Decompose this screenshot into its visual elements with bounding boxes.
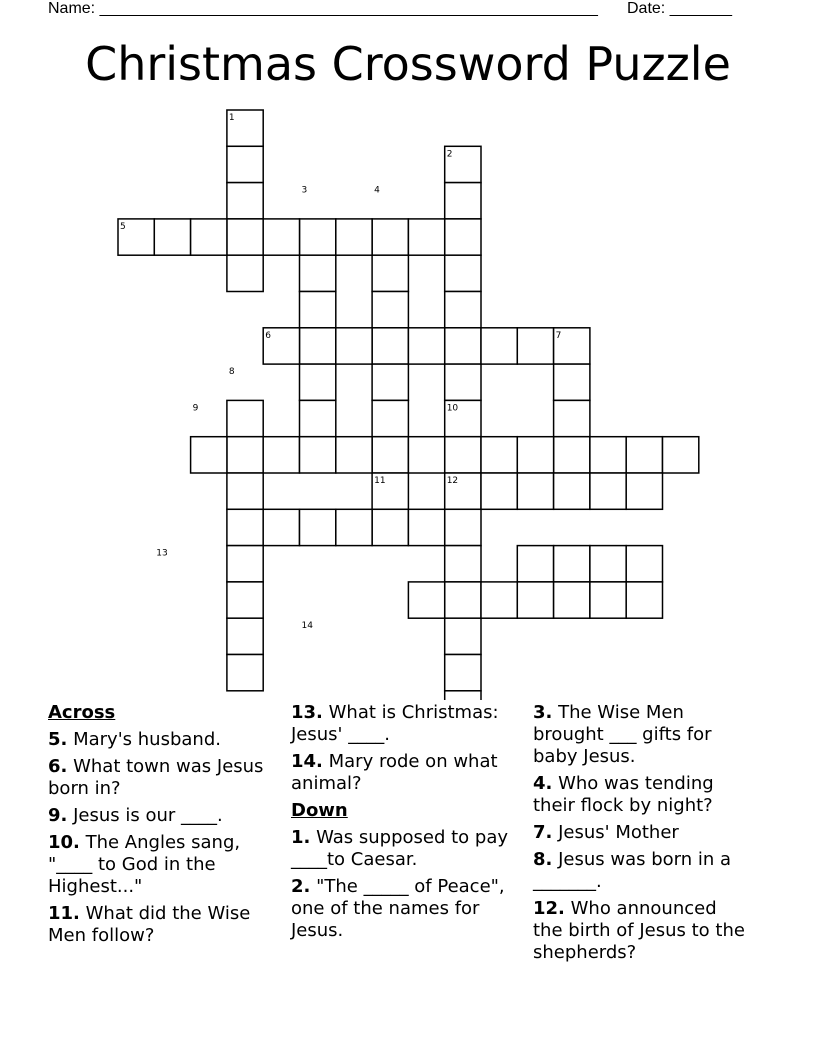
- grid-cell[interactable]: [372, 219, 408, 255]
- grid-cell[interactable]: [300, 364, 336, 400]
- down-heading: Down: [291, 800, 348, 821]
- clue-number: 6.: [48, 756, 68, 777]
- down-clue-1: [291, 827, 526, 871]
- grid-cell[interactable]: [227, 546, 263, 582]
- clue-number-13: 13: [156, 548, 168, 559]
- clue-text: Mary rode on what animal?: [291, 751, 498, 794]
- grid-cell[interactable]: [445, 437, 481, 473]
- grid-cell[interactable]: [227, 255, 263, 291]
- clue-number-9: 9: [192, 403, 199, 414]
- grid-cell[interactable]: [408, 582, 444, 618]
- clue-number-10: 10: [446, 403, 459, 414]
- clue-text: What did the Wise Men follow?: [48, 903, 251, 946]
- grid-cell[interactable]: [263, 219, 299, 255]
- clue-number-3: 3: [301, 185, 308, 196]
- clue-number-14: 14: [301, 621, 313, 632]
- grid-cell[interactable]: [227, 582, 263, 618]
- clue-number-12: 12: [446, 476, 459, 486]
- grid-cell[interactable]: [590, 437, 626, 473]
- down-clue-list: [291, 827, 526, 942]
- grid-cell[interactable]: [554, 582, 590, 618]
- grid-cell[interactable]: [517, 582, 553, 618]
- clue-number: 14.: [291, 751, 323, 772]
- clue-number-6: 6: [265, 330, 271, 341]
- grid-cell[interactable]: [300, 292, 336, 328]
- clue-text: Jesus was born in a _______.: [533, 849, 732, 892]
- grid-cell[interactable]: [300, 400, 336, 436]
- clue-text: The Angles sang, "____ to God in the Highest...": [48, 832, 241, 897]
- grid-cell[interactable]: [481, 582, 517, 618]
- clue-number-8: 8: [228, 367, 235, 378]
- grid-cell[interactable]: [227, 183, 263, 219]
- clue-number: 10.: [48, 832, 80, 853]
- name-field-label[interactable]: Name: ________________________________________________________: [48, 0, 598, 17]
- down-clue-8: [533, 849, 748, 893]
- grid-cell[interactable]: [481, 328, 517, 364]
- grid-cell[interactable]: [372, 255, 408, 291]
- clue-text: Who was tending their flock by night?: [533, 773, 714, 816]
- grid-cell[interactable]: [445, 292, 481, 328]
- clue-number: 11.: [48, 903, 80, 924]
- grid-cell[interactable]: [227, 618, 263, 654]
- grid-cell[interactable]: [663, 437, 699, 473]
- grid-cell[interactable]: [445, 691, 481, 700]
- clue-text: "The _____ of Peace", one of the names for Jesus.: [291, 876, 505, 941]
- grid-cell[interactable]: [554, 437, 590, 473]
- grid-cell[interactable]: [227, 219, 263, 255]
- clue-number: 7.: [533, 822, 553, 843]
- across-clue-9: [48, 805, 278, 827]
- across-clue-11: [48, 903, 278, 947]
- across-heading: Across: [48, 702, 116, 723]
- clue-number-4: 4: [374, 185, 380, 196]
- grid-cell[interactable]: [554, 546, 590, 582]
- grid-cell[interactable]: [227, 437, 263, 473]
- across-clue-list: [48, 729, 278, 947]
- clue-text: Jesus is our ____.: [67, 805, 223, 826]
- grid-cell[interactable]: [445, 618, 481, 654]
- grid-cell[interactable]: [372, 509, 408, 545]
- clue-number-11: 11: [374, 476, 386, 486]
- date-field-label[interactable]: Date: _______: [627, 0, 732, 17]
- grid-cell[interactable]: [517, 437, 553, 473]
- grid-cell[interactable]: [481, 437, 517, 473]
- grid-cell[interactable]: [445, 655, 481, 691]
- clue-number: 5.: [48, 729, 68, 750]
- grid-cell[interactable]: [517, 473, 553, 509]
- grid-cell[interactable]: [408, 437, 444, 473]
- grid-cell[interactable]: [300, 437, 336, 473]
- grid-cell[interactable]: [372, 292, 408, 328]
- across-clue-list-continued: [291, 702, 526, 795]
- clue-text: The Wise Men brought ___ gifts for baby Jesus.: [533, 702, 712, 767]
- grid-cell[interactable]: [336, 219, 372, 255]
- grid-cell[interactable]: [626, 473, 662, 509]
- grid-cell[interactable]: [191, 437, 227, 473]
- grid-cell[interactable]: [445, 328, 481, 364]
- across-clue-5: [48, 729, 278, 751]
- grid-cell[interactable]: [445, 183, 481, 219]
- grid-cell[interactable]: [626, 437, 662, 473]
- clue-text: Jesus' Mother: [552, 822, 679, 843]
- page-title: Christmas Crossword Puzzle: [85, 37, 731, 91]
- down-clue-list-continued: [533, 702, 748, 964]
- clue-number: 9.: [48, 805, 68, 826]
- clue-text: Who announced the birth of Jesus to the shepherds?: [533, 898, 745, 963]
- grid-cell[interactable]: [445, 255, 481, 291]
- grid-cell[interactable]: [372, 437, 408, 473]
- grid-cell[interactable]: [372, 328, 408, 364]
- clue-text: What is Christmas: Jesus' ____.: [291, 702, 499, 745]
- grid-cell[interactable]: [227, 473, 263, 509]
- clue-number: 13.: [291, 702, 323, 723]
- down-clue-7: [533, 822, 748, 844]
- grid-cell[interactable]: [372, 400, 408, 436]
- grid-cell[interactable]: [227, 400, 263, 436]
- grid-cell[interactable]: [445, 219, 481, 255]
- clue-text: What town was Jesus born in?: [48, 756, 264, 799]
- grid-cell[interactable]: [554, 473, 590, 509]
- clue-number-5: 5: [120, 221, 126, 232]
- clue-number: 1.: [291, 827, 311, 848]
- across-clue-13: [291, 702, 526, 746]
- grid-cell[interactable]: [227, 509, 263, 545]
- down-clue-3: [533, 702, 748, 768]
- across-clue-10: [48, 832, 278, 898]
- grid-cell[interactable]: [336, 509, 372, 545]
- down-clue-2: [291, 876, 526, 942]
- down-clue-12: [533, 898, 748, 964]
- clue-number-2: 2: [446, 149, 453, 160]
- grid-cell[interactable]: [517, 328, 553, 364]
- grid-cell[interactable]: [481, 473, 517, 509]
- grid-cell[interactable]: [408, 328, 444, 364]
- grid-cell[interactable]: [263, 437, 299, 473]
- grid-cell[interactable]: [336, 328, 372, 364]
- across-clue-6: [48, 756, 278, 800]
- grid-cell[interactable]: [336, 437, 372, 473]
- clue-number: 3.: [533, 702, 553, 723]
- clue-number: 8.: [533, 849, 553, 870]
- clues-column-1: [48, 702, 278, 952]
- grid-cell[interactable]: [554, 400, 590, 436]
- grid-cell[interactable]: [445, 509, 481, 545]
- grid-cell[interactable]: [227, 655, 263, 691]
- clues-column-2: [291, 702, 526, 947]
- grid-cell[interactable]: [408, 509, 444, 545]
- grid-cell[interactable]: [154, 219, 190, 255]
- grid-cell[interactable]: [445, 582, 481, 618]
- grid-cell[interactable]: [408, 219, 444, 255]
- grid-cell[interactable]: [626, 582, 662, 618]
- grid-cell[interactable]: [445, 364, 481, 400]
- clue-number-7: 7: [555, 330, 562, 341]
- clue-text: Mary's husband.: [67, 729, 221, 750]
- grid-cell[interactable]: [191, 219, 227, 255]
- grid-cell[interactable]: [590, 546, 626, 582]
- grid-cell[interactable]: [554, 364, 590, 400]
- grid-cell[interactable]: [300, 509, 336, 545]
- clue-text: Was supposed to pay ____to Caesar.: [291, 827, 509, 870]
- down-clue-4: [533, 773, 748, 817]
- grid-cell[interactable]: [300, 328, 336, 364]
- clue-number: 12.: [533, 898, 565, 919]
- grid-cell[interactable]: [263, 509, 299, 545]
- grid-cell[interactable]: [372, 364, 408, 400]
- clues-column-3: [533, 702, 748, 969]
- grid-cell[interactable]: [626, 546, 662, 582]
- grid-cell[interactable]: [300, 219, 336, 255]
- clue-number: 4.: [533, 773, 553, 794]
- grid-cell[interactable]: [300, 255, 336, 291]
- grid-cell[interactable]: [445, 546, 481, 582]
- clue-number: 2.: [291, 876, 311, 897]
- grid-cell[interactable]: [590, 473, 626, 509]
- grid-cell[interactable]: [227, 146, 263, 182]
- clue-number-1: 1: [228, 113, 235, 123]
- grid-cell[interactable]: [590, 582, 626, 618]
- across-clue-14: [291, 751, 526, 795]
- grid-cell[interactable]: [517, 546, 553, 582]
